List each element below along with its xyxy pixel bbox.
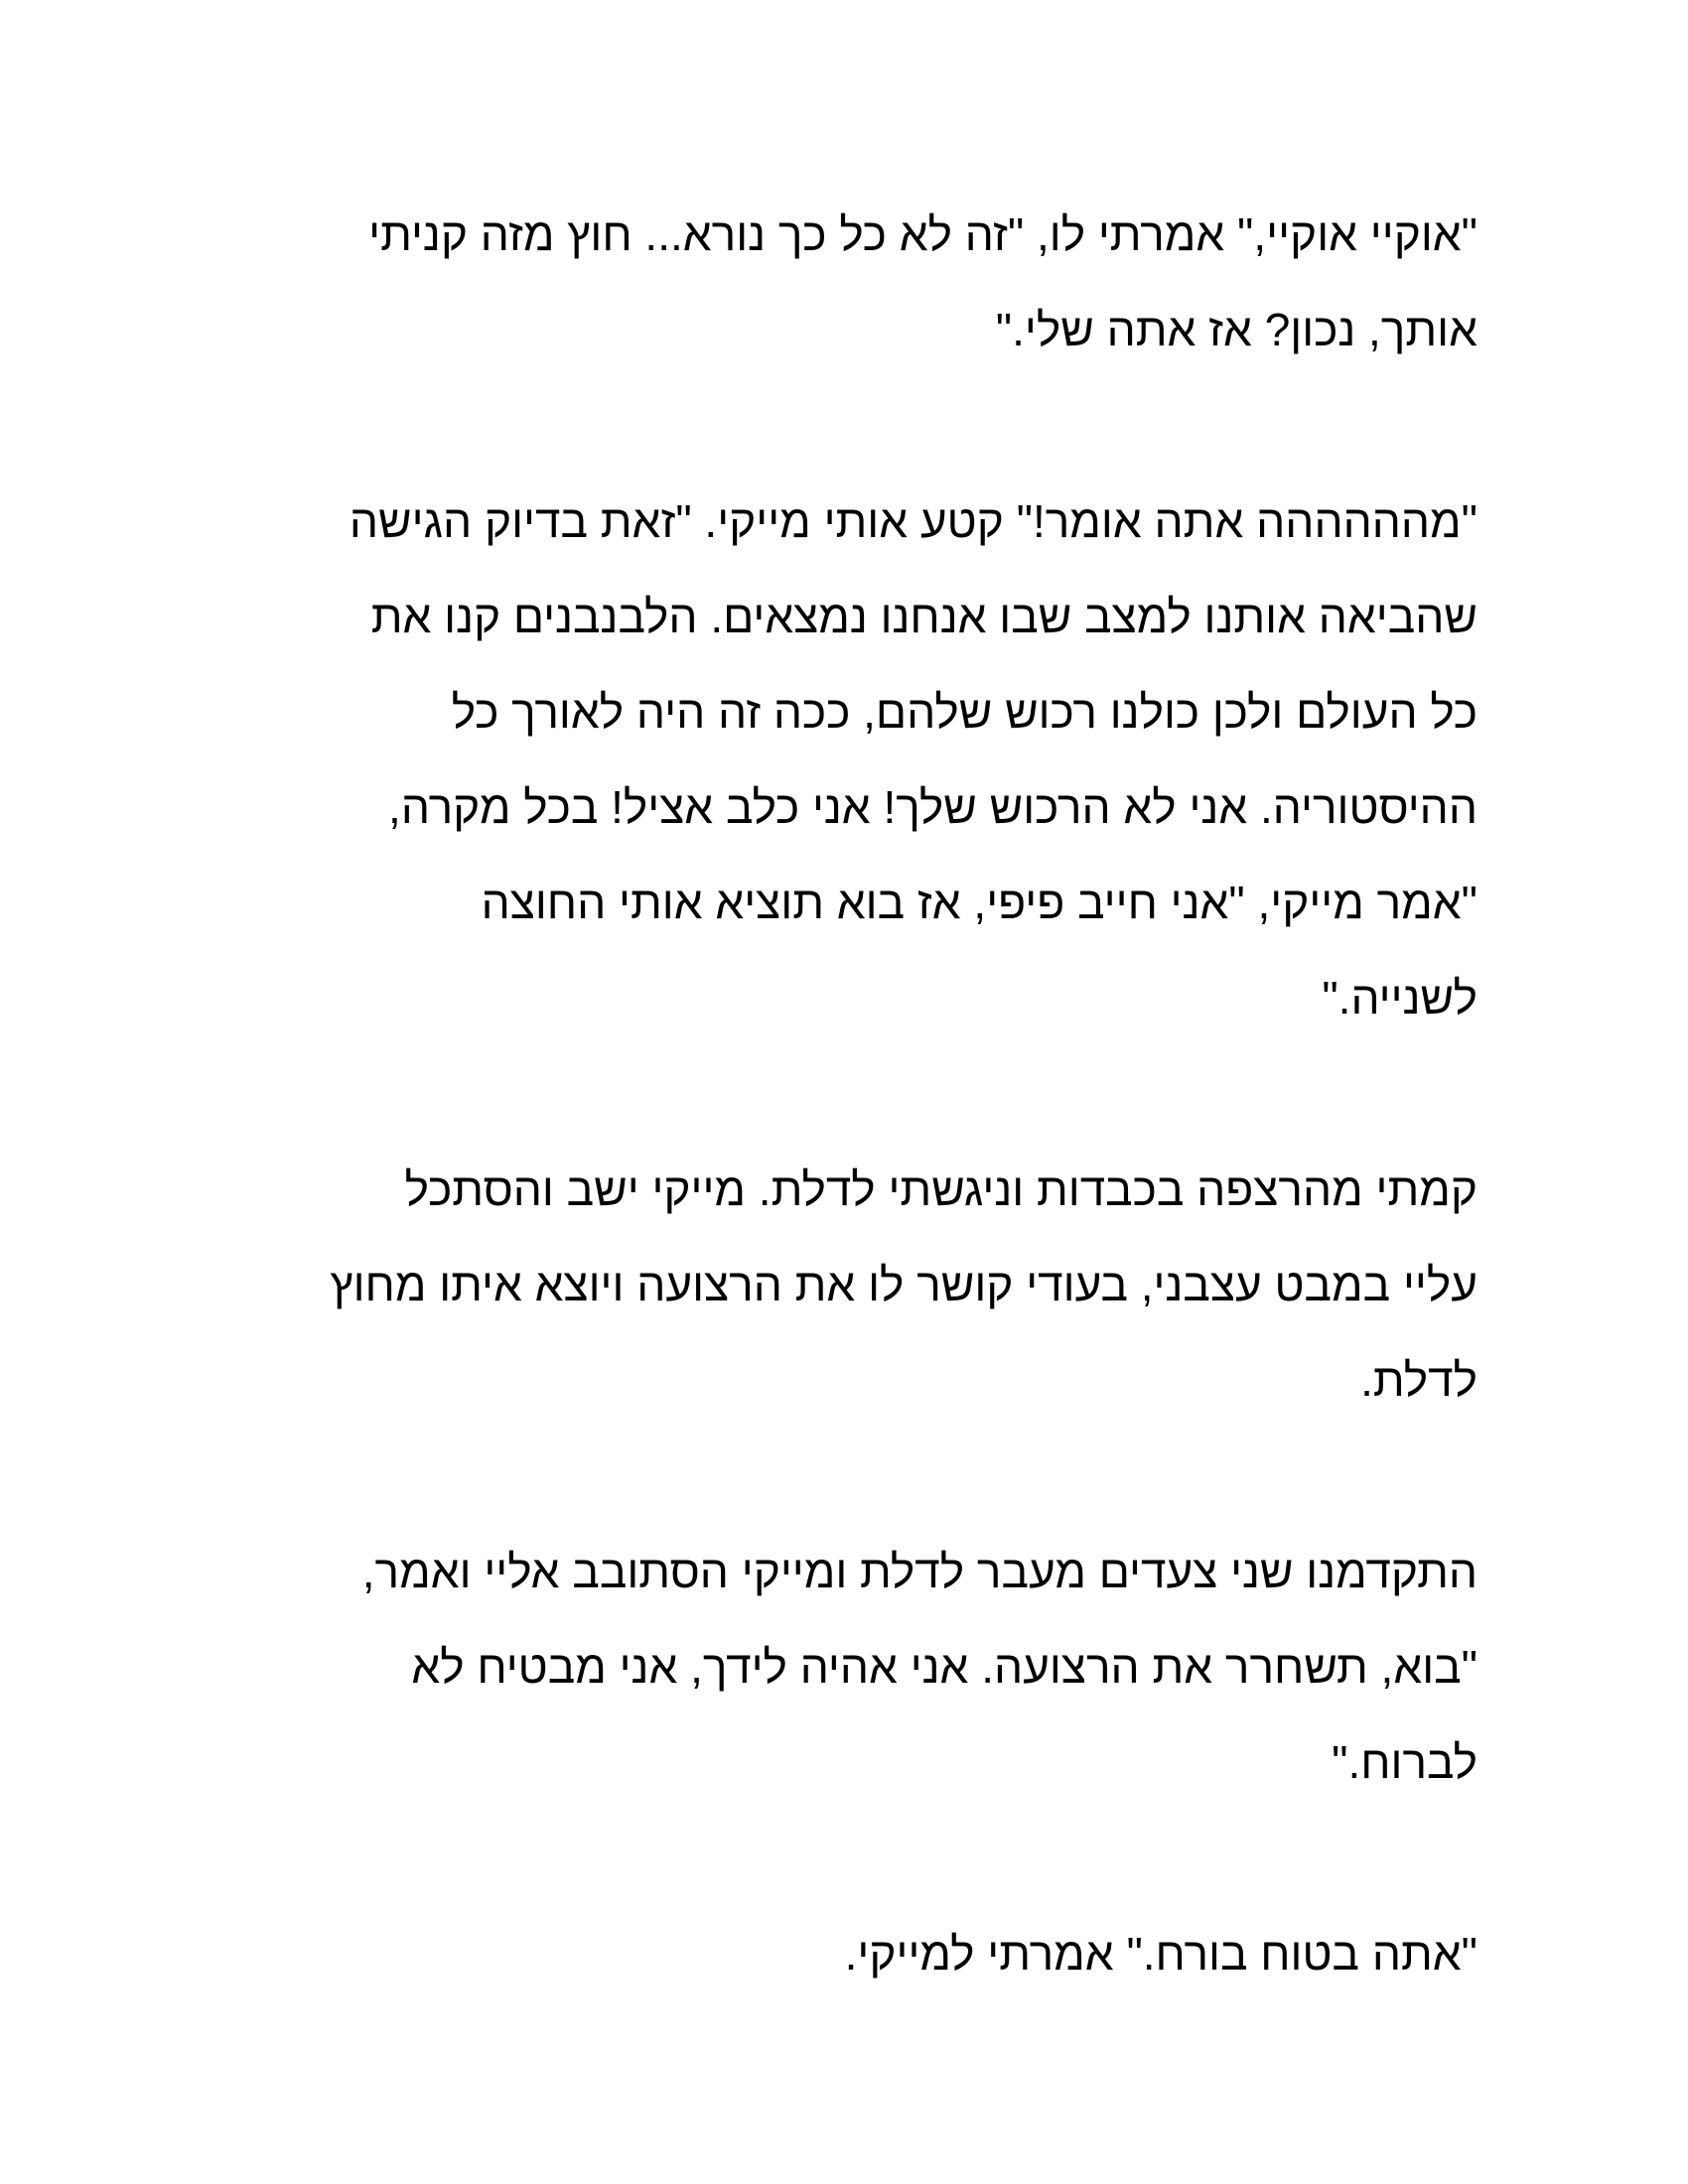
paragraph-1: [167, 187, 1477, 377]
text-line: התקדמנו שני צעדים מעבר לדלת ומייקי הסתובב אליי ואמר,: [361, 1546, 1477, 1597]
text-line: עליי במבט עצבני, בעודי קושר לו את הרצועה ויוצא איתו מחוץ: [330, 1259, 1477, 1310]
text-line: קמתי מהרצפה בכבדות וניגשתי לדלת. מייקי ישב והסתכל: [404, 1163, 1477, 1215]
text-line: אותך, נכון? אז אתה שלי.": [995, 304, 1477, 355]
text-line: לדלת.: [1360, 1354, 1477, 1406]
paragraph-5: [167, 1906, 1477, 2001]
text-line: לברוח.": [1332, 1736, 1477, 1788]
paragraph-2: [167, 474, 1477, 1045]
text-line: "אמר מייקי, "אני חייב פיפי, אז בוא תוציא אותי החוצה: [481, 877, 1477, 928]
text-line: כל העולם ולכן כולנו רכוש שלהם, ככה זה היה לאורך כל: [451, 686, 1477, 738]
paragraph-3: [167, 1142, 1477, 1428]
text-body: [167, 187, 1477, 2098]
text-line: ההיסטוריה. אני לא הרכוש שלך! אני כלב אציל! בכל מקרה,: [388, 781, 1477, 833]
text-line: "אוקיי אוקיי," אמרתי לו, "זה לא כל כך נורא... חוץ מזה קניתי: [368, 208, 1477, 260]
text-line: "אתה בטוח בורח." אמרתי למייקי.: [844, 1928, 1477, 1979]
text-line: לשנייה.": [1322, 972, 1477, 1024]
text-line: שהביאה אותנו למצב שבו אנחנו נמצאים. הלבנבנים קנו את: [370, 591, 1477, 642]
text-line: "מהההההה אתה אומר!" קטע אותי מייקי. "זאת בדיוק הגישה: [349, 495, 1477, 547]
paragraph-4: [167, 1524, 1477, 1810]
text-line: "בוא, תשחרר את הרצועה. אני אהיה לידך, אני מבטיח לא: [411, 1641, 1477, 1693]
